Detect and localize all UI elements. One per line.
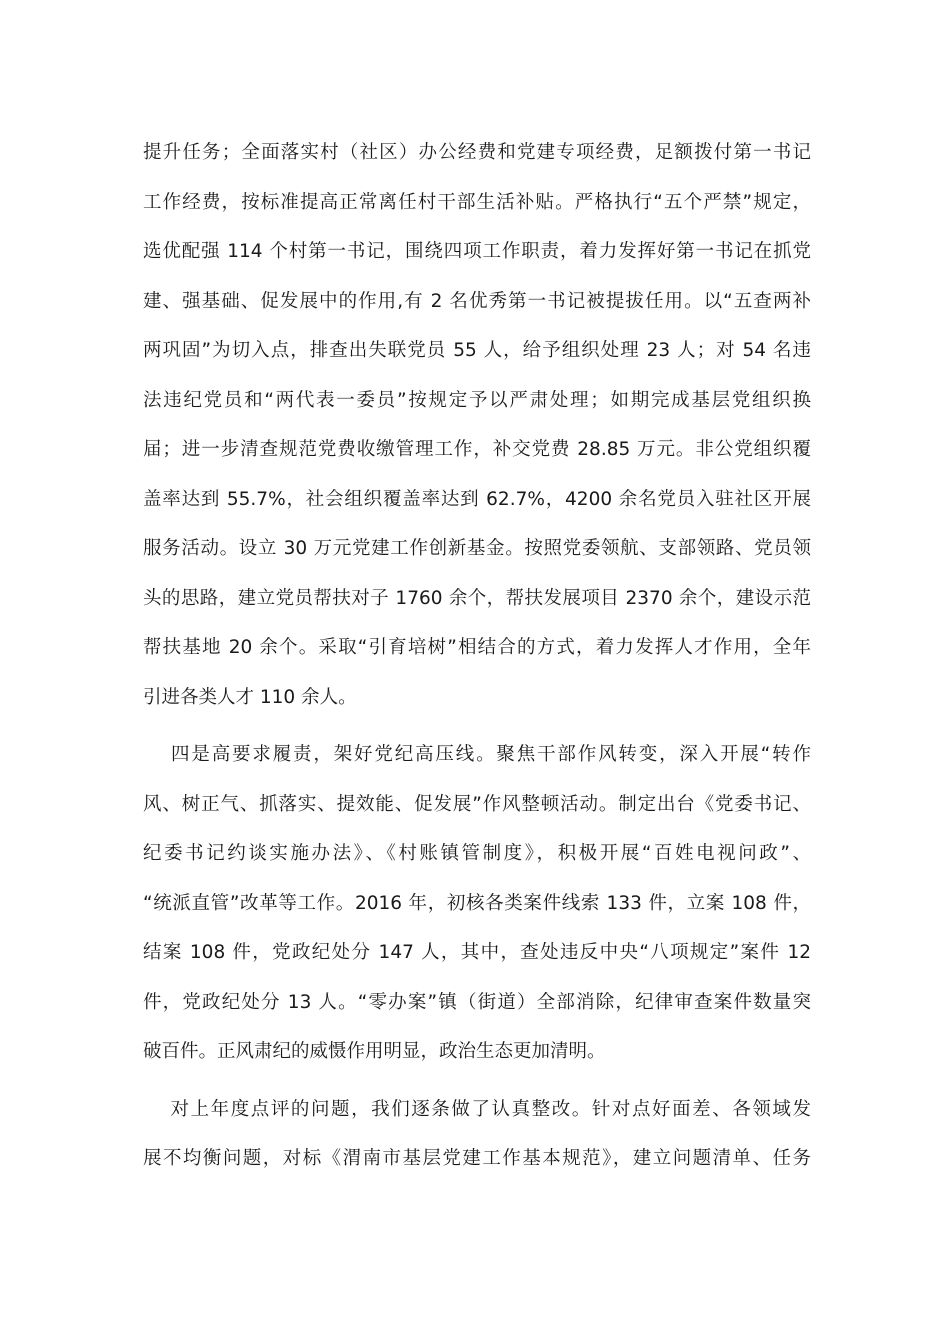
text-line: 引进各类人才 110 余人。 bbox=[143, 686, 357, 708]
text-line: 两巩固”为切入点，排查出失联党员 55 人，给予组织处理 23 人；对 54 名违 bbox=[143, 340, 811, 361]
text-line: 工作经费，按标准提高正常离任村干部生活补贴。严格执行“五个严禁”规定， bbox=[143, 191, 811, 213]
text-line: 提升任务；全面落实村（社区）办公经费和党建专项经费，足额拨付第一书记 bbox=[143, 142, 811, 163]
text-line: 帮扶基地 20 余个。采取“引育培树”相结合的方式，着力发挥人才作用，全年 bbox=[143, 637, 811, 658]
text-line: 盖率达到 55.7%，社会组织覆盖率达到 62.7%，4200 余名党员入驻社区开展 bbox=[143, 488, 811, 510]
text-line: 选优配强 114 个村第一书记，围绕四项工作职责，着力发挥好第一书记在抓党 bbox=[143, 241, 811, 262]
paragraph-2 bbox=[143, 730, 811, 1077]
paragraph-3 bbox=[143, 1085, 811, 1184]
text-line: 纪委书记约谈实施办法》、《村账镇管制度》，积极开展“百姓电视问政”、 bbox=[143, 843, 811, 864]
text-line: 风、树正气、抓落实、提效能、促发展”作风整顿活动。制定出台《党委书记、 bbox=[143, 793, 811, 815]
paragraph-gap bbox=[143, 1077, 811, 1085]
text-line: “统派直管”改革等工作。2016 年，初核各类案件线索 133 件，立案 108 件， bbox=[143, 892, 811, 914]
text-line: 件，党政纪处分 13 人。“零办案”镇（街道）全部消除，纪律审查案件数量突 bbox=[143, 991, 811, 1013]
text-line: 对上年度点评的问题，我们逐条做了认真整改。针对点好面差、各领域发 bbox=[143, 1098, 811, 1120]
text-line: 服务活动。设立 30 万元党建工作创新基金。按照党委领航、支部领路、党员领 bbox=[143, 538, 811, 559]
body-text bbox=[143, 128, 811, 1184]
text-line: 四是高要求履责，架好党纪高压线。聚焦干部作风转变，深入开展“转作 bbox=[143, 744, 811, 765]
text-line: 破百件。正风肃纪的威慑作用明显，政治生态更加清明。 bbox=[143, 1041, 606, 1062]
paragraph-gap bbox=[143, 722, 811, 730]
paragraph-1 bbox=[143, 128, 811, 722]
text-line: 届；进一步清查规范党费收缴管理工作，补交党费 28.85 万元。非公党组织覆 bbox=[143, 439, 811, 460]
text-line: 展不均衡问题，对标《渭南市基层党建工作基本规范》，建立问题清单、任务 bbox=[143, 1148, 811, 1169]
text-line: 头的思路，建立党员帮扶对子 1760 余个，帮扶发展项目 2370 余个，建设示范 bbox=[143, 587, 811, 609]
text-line: 法违纪党员和“两代表一委员”按规定予以严肃处理；如期完成基层党组织换 bbox=[143, 389, 811, 411]
text-line: 建、强基础、促发展中的作用,有 2 名优秀第一书记被提拔任用。以“五查两补 bbox=[143, 290, 811, 312]
text-line: 结案 108 件，党政纪处分 147 人，其中，查处违反中央“八项规定”案件 12 bbox=[143, 942, 811, 963]
